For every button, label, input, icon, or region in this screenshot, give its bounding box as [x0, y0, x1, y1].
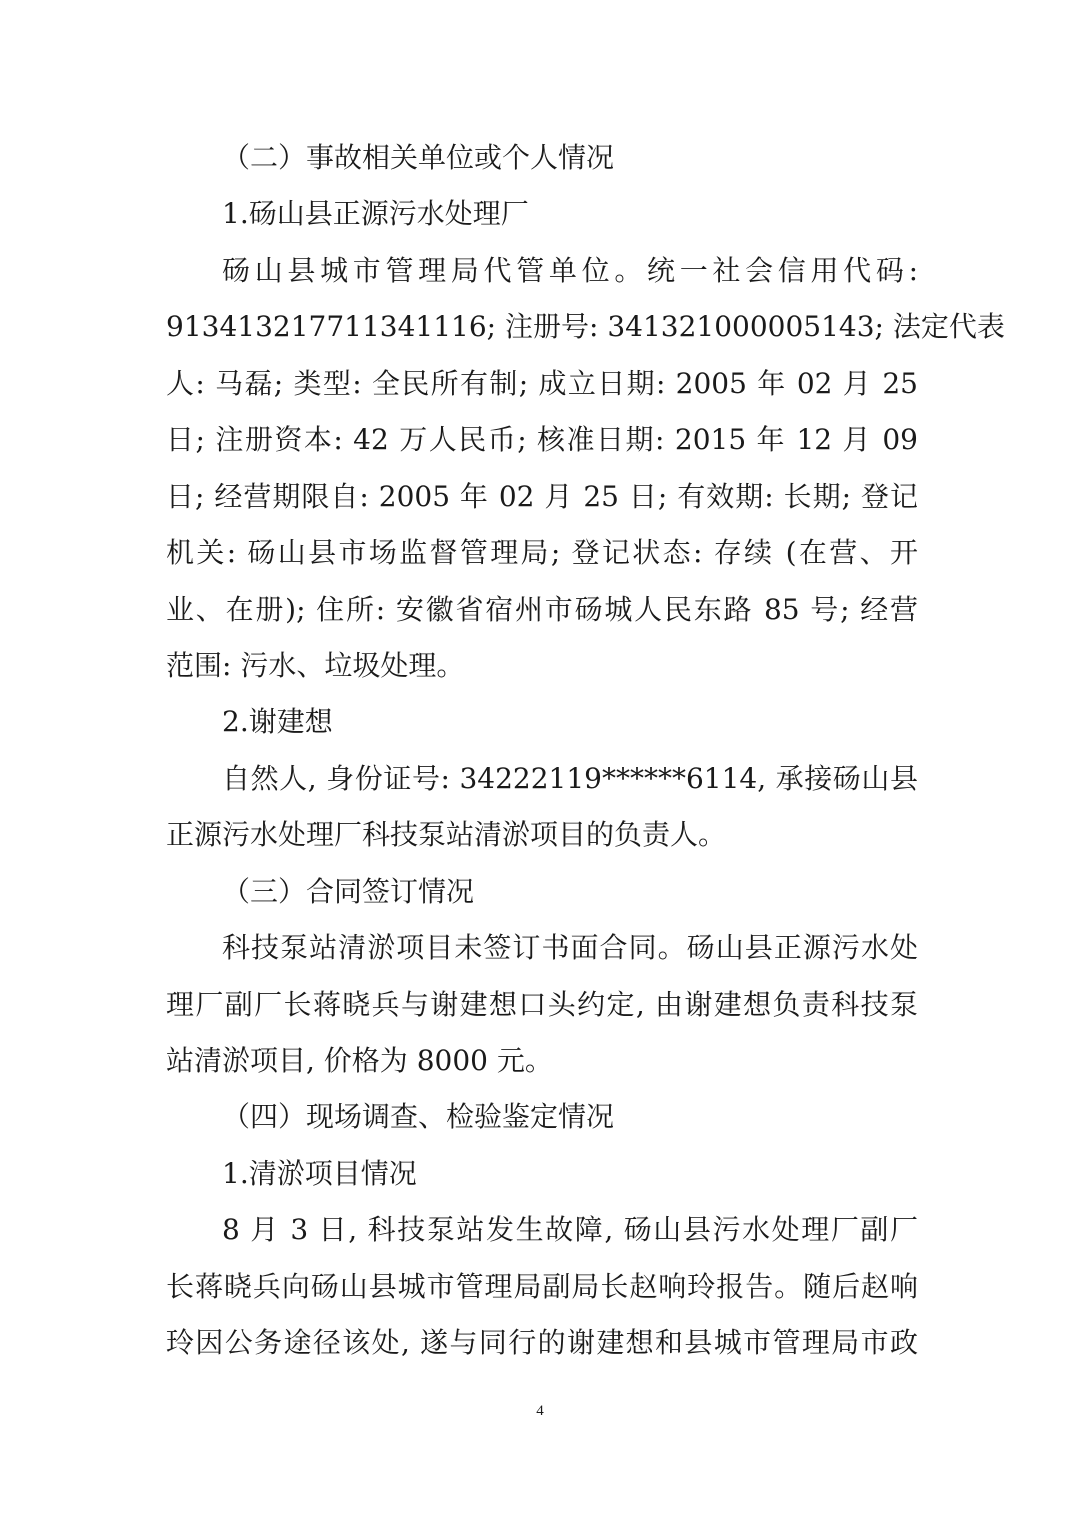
paragraph-line: 8 月 3 日, 科技泵站发生故障, 砀山县污水处理厂副厂 — [222, 1213, 918, 1246]
heading-section-4: （四）现场调查、检验鉴定情况 — [222, 1100, 615, 1133]
paragraph-line: 日; 经营期限自: 2005 年 02 月 25 日; 有效期: 长期; 登记 — [166, 480, 918, 513]
paragraph-line: 正源污水处理厂科技泵站清淤项目的负责人。 — [166, 818, 727, 851]
paragraph-line: 长蒋晓兵向砀山县城市管理局副局长赵响玲报告。随后赵响 — [166, 1270, 918, 1303]
paragraph-line: 范围: 污水、垃圾处理。 — [166, 649, 465, 682]
heading-section-2: （二）事故相关单位或个人情况 — [222, 141, 615, 174]
subheading-cleanup-project: 1.清淤项目情况 — [222, 1157, 417, 1190]
paragraph-line: 自然人, 身份证号: 34222119******6114, 承接砀山县 — [222, 762, 918, 795]
paragraph-line: 人: 马磊; 类型: 全民所有制; 成立日期: 2005 年 02 月 25 — [166, 367, 918, 400]
paragraph-line: 玲因公务途径该处, 遂与同行的谢建想和县城市管理局市政 — [166, 1326, 918, 1359]
paragraph-line: 砀山县城市管理局代管单位。统一社会信用代码: — [222, 254, 918, 287]
paragraph-line: 机关: 砀山县市场监督管理局; 登记状态: 存续 (在营、开 — [166, 536, 918, 569]
heading-section-3: （三）合同签订情况 — [222, 875, 475, 908]
paragraph-line: 业、在册); 住所: 安徽省宿州市砀城人民东路 85 号; 经营 — [166, 593, 918, 626]
page-number: 4 — [536, 1403, 544, 1419]
paragraph-line: 913413217711341116; 注册号: 341321000005143; 法定代表 — [166, 310, 1005, 343]
paragraph-line: 站清淤项目, 价格为 8000 元。 — [166, 1044, 553, 1077]
subheading-entity-1: 1.砀山县正源污水处理厂 — [222, 197, 529, 230]
paragraph-line: 科技泵站清淤项目未签订书面合同。砀山县正源污水处 — [222, 931, 918, 964]
paragraph-line: 理厂副厂长蒋晓兵与谢建想口头约定, 由谢建想负责科技泵 — [166, 988, 918, 1021]
subheading-entity-2: 2.谢建想 — [222, 705, 333, 738]
paragraph-line: 日; 注册资本: 42 万人民币; 核准日期: 2015 年 12 月 09 — [166, 423, 918, 456]
